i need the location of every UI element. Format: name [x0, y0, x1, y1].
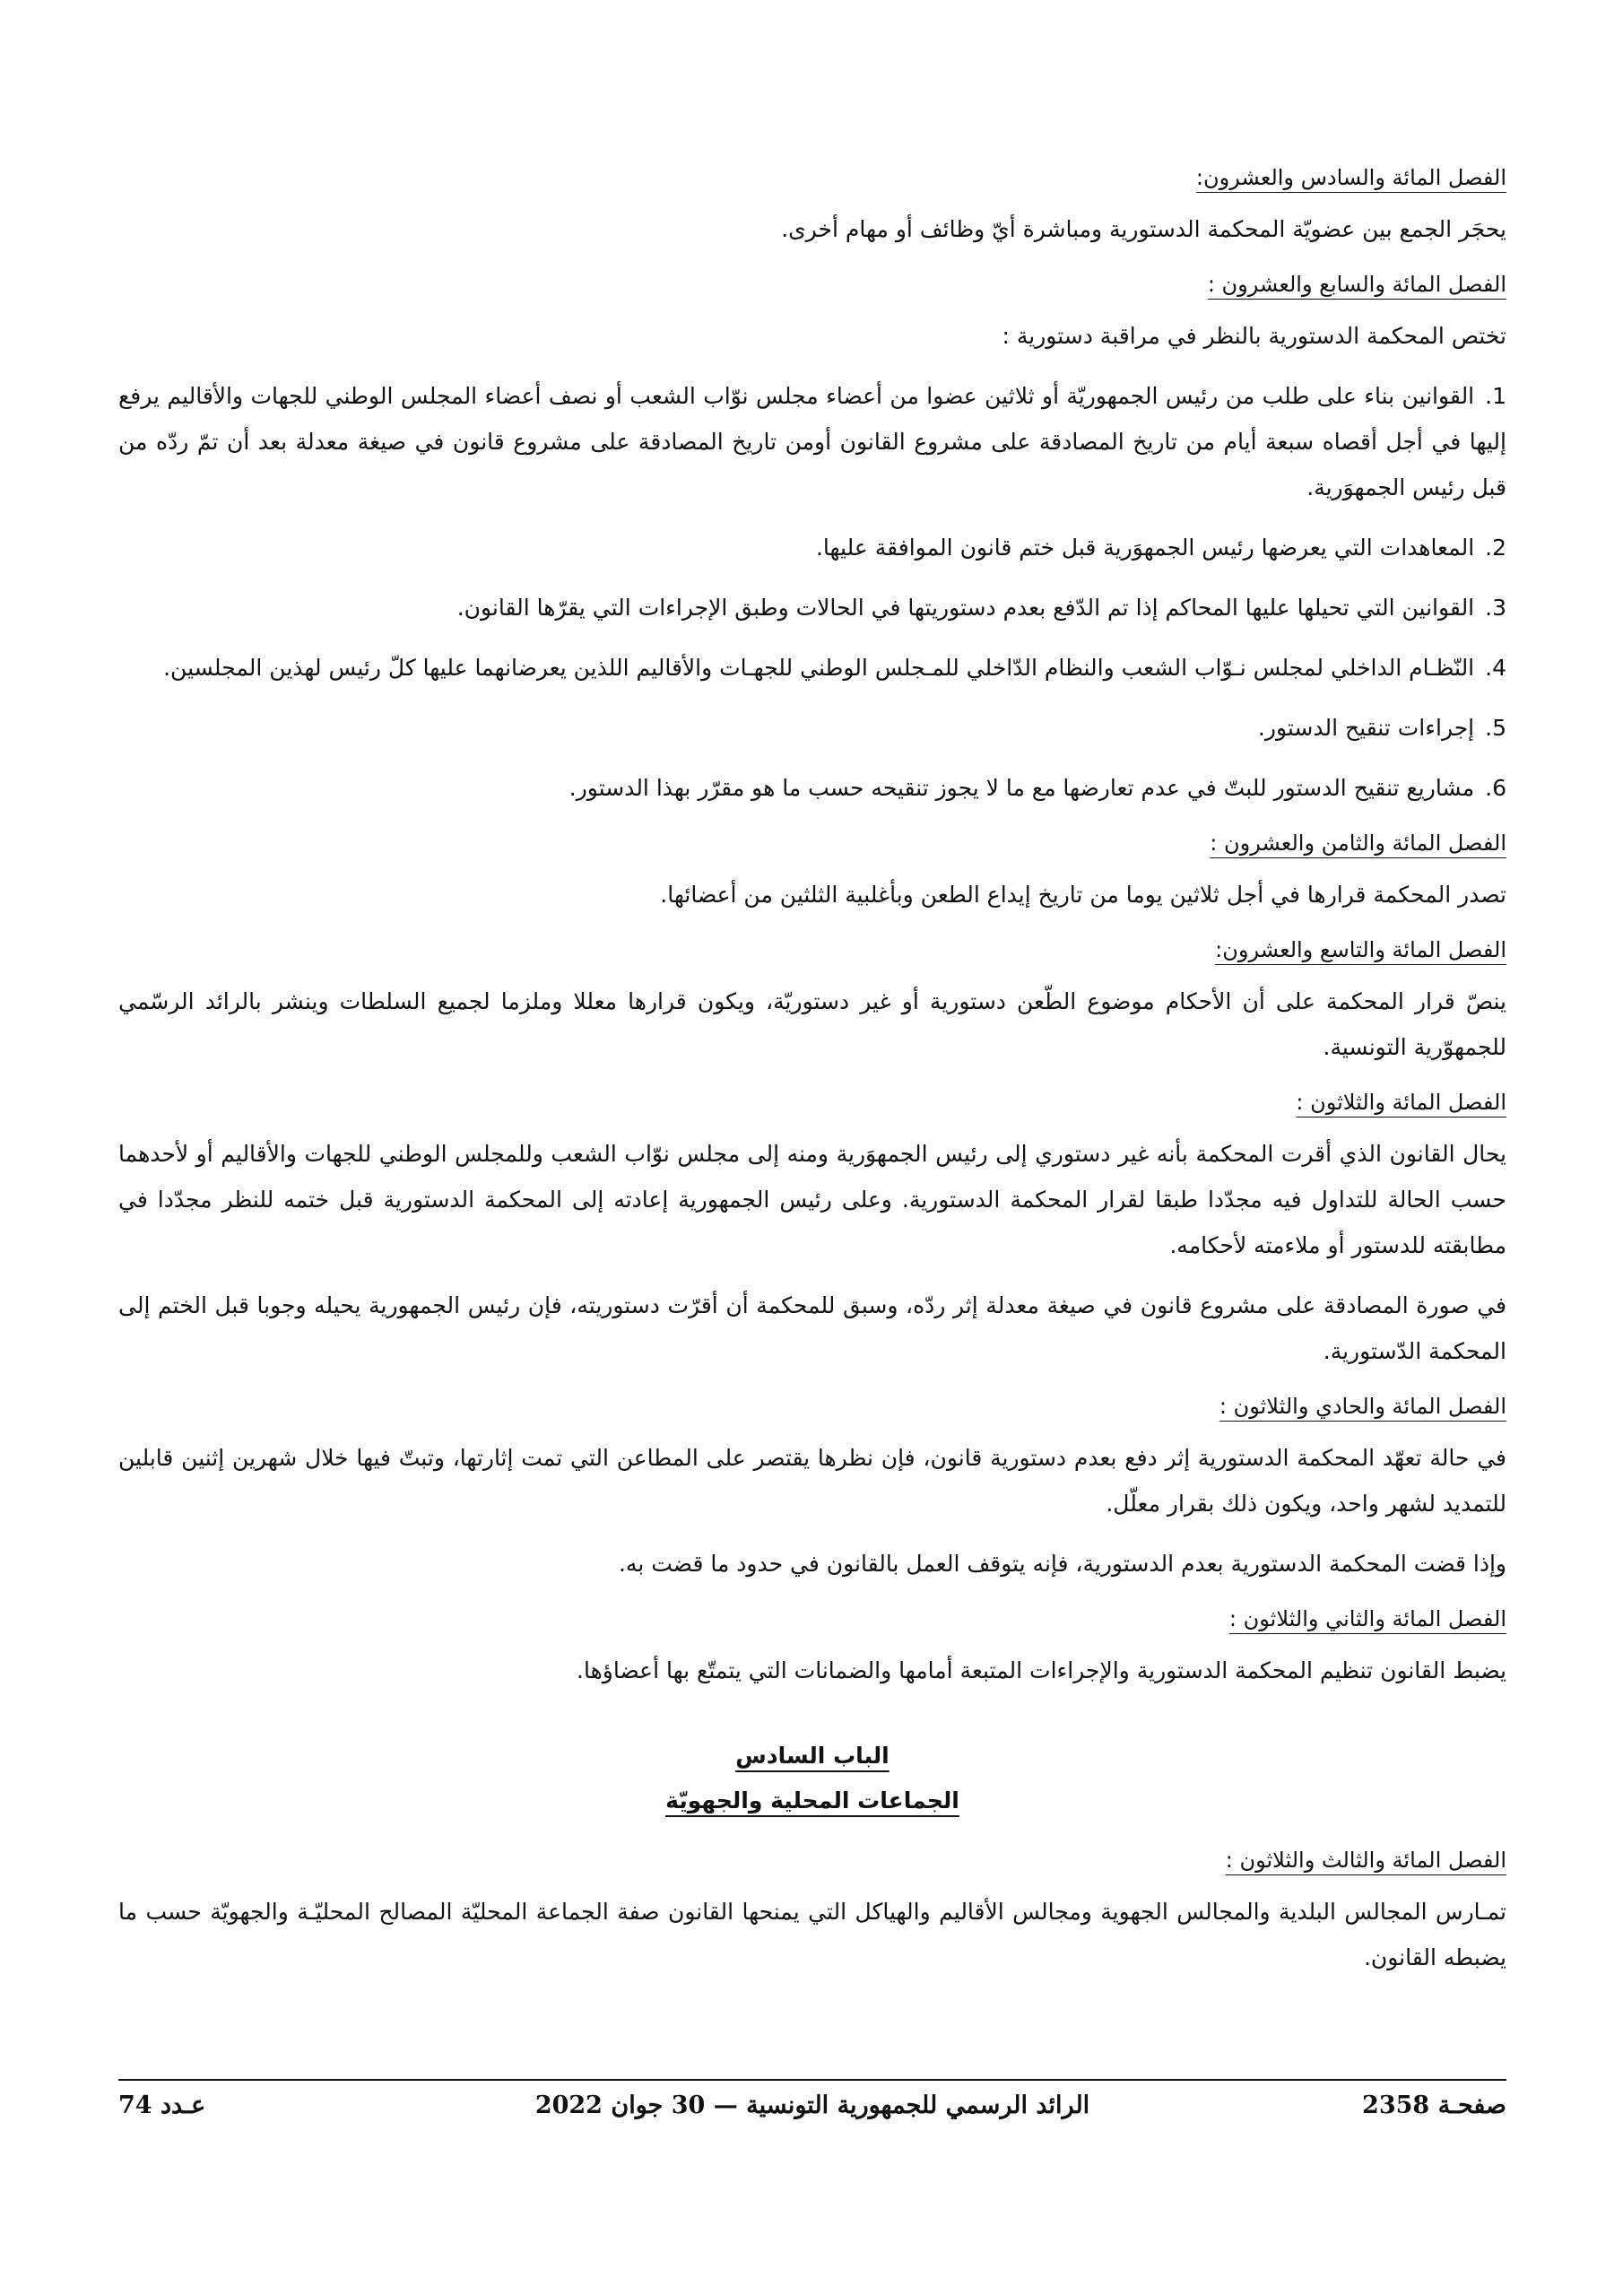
item-text: المعاهدات التي يعرضها رئيس الجمهوَرية قبل ختم قانون الموافقة عليها.: [815, 535, 1475, 561]
article-127-item-3: [118, 585, 1506, 631]
article-130-text-2: في صورة المصادقة على مشروع قانون في صيغة معدلة إثر ردّه، وسبق للمحكمة أن أقرّت دستوريته، فإن رئيس الجمهورية يحيله وجوبا قبل الختم إلى المحكمة الدّستورية.: [118, 1292, 1506, 1364]
article-127-item-5: [118, 705, 1506, 751]
article-127-item-6: [118, 765, 1506, 811]
page-content: [118, 160, 1506, 1995]
chapter-subtitle: الجماعات المحلية والجهويّة: [665, 1787, 959, 1813]
article-126-text: يحجَر الجمع بين عضويّة المحكمة الدستورية ومباشرة أيّ وظائف أو مهام أخرى.: [781, 216, 1506, 242]
chapter-title: الباب السادس: [735, 1743, 890, 1769]
article-128-heading: الفصل المائة والثامن والعشرون :: [1210, 831, 1506, 856]
item-text: مشاريع تنقيح الدستور للبتّ في عدم تعارضها مع ما لا يجوز تنقيحه حسب ما هو مقرّر بهذا الدستور.: [568, 775, 1475, 801]
article-129-heading: الفصل المائة والتاسع والعشرون:: [1215, 937, 1506, 962]
item-text: القوانين التي تحيلها عليها المحاكم إذا تم الدّفع بعدم دستوريتها في الحالات وطبق الإجراءات التي يقرّها القانون.: [456, 595, 1475, 621]
item-text: القوانين بناء على طلب من رئيس الجمهوريّة أو ثلاثين عضوا من أعضاء مجلس نوّاب الشعب أو نصف أعضاء المجلس الوطني للجهات والأقاليم يرفع إليها في أجل أقصاه سبعة أيام من تاريخ المصادقة على مشروع القانون أومن تاريخ المصادقة على مشروع قانون في صيغة معدلة بعد أن تمّ ردّه من قبل رئيس الجمهوَرية.: [118, 383, 1506, 500]
article-127-item-2: [118, 525, 1506, 570]
item-number: 6.: [1485, 775, 1506, 801]
article-131-heading: الفصل المائة والحادي والثلاثون :: [1219, 1394, 1506, 1419]
article-127-intro: تختص المحكمة الدستورية بالنظر في مراقبة دستورية :: [1002, 323, 1506, 349]
article-129-text: ينصّ قرار المحكمة على أن الأحكام موضوع الطّعن دستورية أو غير دستوريّة، ويكون قرارها معللا وملزما لجميع السلطات وينشر بالرائد الرسّمي للجمهوّرية التونسية.: [118, 988, 1506, 1060]
article-127-heading: الفصل المائة والسابع والعشرون :: [1207, 272, 1506, 297]
article-131-text-2: وإذا قضت المحكمة الدستورية بعدم الدستورية، فإنه يتوقف العمل بالقانون في حدود ما قضت به.: [618, 1551, 1506, 1577]
footer-issue-number: عـدد 74: [118, 2092, 206, 2119]
article-132-heading: الفصل المائة والثاني والثلاثون :: [1228, 1606, 1506, 1631]
footer-divider: [118, 2079, 1506, 2081]
footer-page-number: صفحـة 2358: [1362, 2092, 1506, 2119]
footer-publication: الرائد الرسمي للجمهورية التونسية — 30 جوان 2022: [534, 2092, 1090, 2119]
article-133-heading: الفصل المائة والثالث والثلاثون :: [1225, 1848, 1506, 1873]
item-number: 1.: [1485, 383, 1506, 409]
article-130-heading: الفصل المائة والثلاثون :: [1296, 1090, 1506, 1115]
item-number: 4.: [1485, 655, 1506, 681]
item-number: 2.: [1485, 535, 1506, 561]
page-footer: [118, 2092, 1506, 2136]
item-number: 5.: [1485, 715, 1506, 741]
article-130-text-1: يحال القانون الذي أقرت المحكمة بأنه غير دستوري إلى رئيس الجمهوَرية ومنه إلى مجلس نوّاب الشعب وللمجلس الوطني للجهات والأقاليم أو لأحدهما حسب الحالة للتداول فيه مجدّدا طبقا لقرار المحكمة الدستورية. وعلى رئيس الجمهورية إعادته إلى المحكمة الدستورية قبل ختمه للنظر مجدّدا في مطابقته للدستور أو ملاءمته لأحكامه.: [118, 1141, 1506, 1258]
article-131-text-1: في حالة تعهّد المحكمة الدستورية إثر دفع بعدم دستورية قانون، فإن نظرها يقتصر على المطاعن التي تمت إثارتها، وتبتّ فيها خلال شهرين إثنين قابلين للتمديد لشهر واحد، ويكون ذلك بقرار معلّل.: [118, 1445, 1506, 1517]
article-127-item-1: [118, 373, 1506, 510]
article-128-text: تصدر المحكمة قرارها في أجل ثلاثين يوما من تاريخ إيداع الطعن وبأغلبية الثلثين من أعضائها.: [660, 882, 1506, 908]
item-number: 3.: [1485, 595, 1506, 621]
article-132-text: يضبط القانون تنظيم المحكمة الدستورية والإجراءات المتبعة أمامها والضمانات التي يتمتّع بها أعضاؤها.: [577, 1657, 1506, 1683]
article-126-heading: الفصل المائة والسادس والعشرون:: [1195, 165, 1506, 190]
item-text: إجراءات تنقيح الدستور.: [1257, 715, 1475, 741]
document-page: [118, 0, 1506, 2296]
article-127-item-4: [118, 645, 1506, 691]
article-133-text: تمـارس المجالس البلدية والمجالس الجهوية ومجالس الأقاليم والهياكل التي يمنحها القانون صفة الجماعة المحليّة المصالح المحليّـة والجهويّة حسب ما يضبطه القانون.: [118, 1899, 1506, 1970]
item-text: النّظـام الداخلي لمجلس نـوّاب الشعب والنظام الدّاخلي للمـجلس الوطني للجهـات والأقاليم اللذين يعرضانهما عليها كلّ رئيس لهذين المجلسين.: [163, 655, 1475, 681]
